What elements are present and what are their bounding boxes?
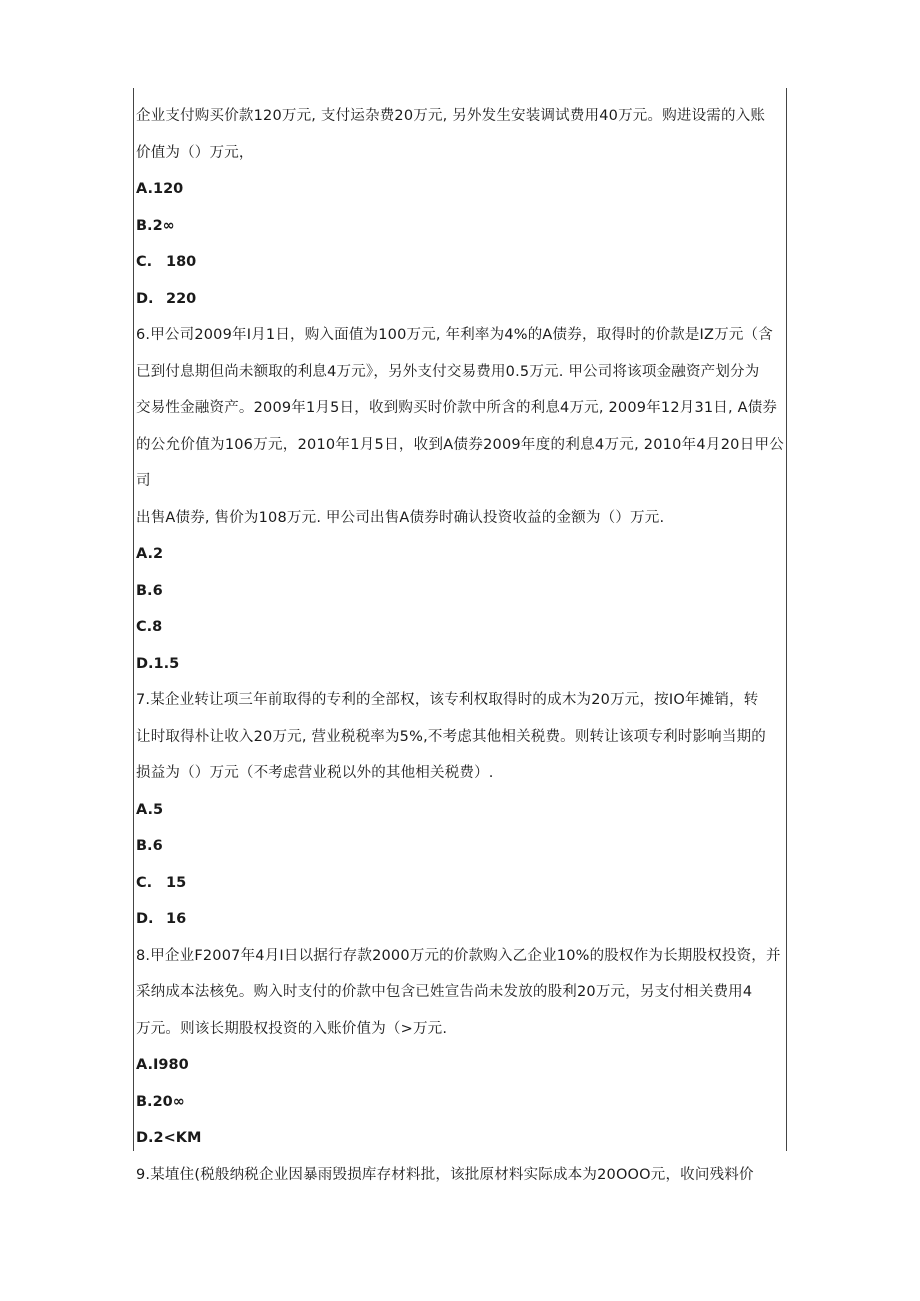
option-value: 16: [166, 911, 187, 927]
question-text-line: 交易性金融资产。2009年1月5日，收到购买时价款中所含的利息4万元, 2009年12月31日, A债券: [136, 400, 778, 416]
answer-option: [136, 865, 784, 902]
option-value: 6: [152, 838, 163, 854]
option-value: 1.5: [153, 655, 180, 672]
option-letter: D.: [136, 1130, 154, 1146]
question-text-line: 企业支付购买价款120万元, 支付运杂费20万元, 另外发生安装调试费用40万元。购进设需的入账: [136, 108, 766, 124]
option-value: 6: [152, 582, 163, 599]
option-value: 2<KM: [153, 1130, 202, 1146]
answer-option: [136, 536, 784, 573]
option-letter: B.: [136, 838, 153, 854]
option-value: 180: [166, 254, 197, 270]
answer-option: [136, 171, 784, 208]
option-value: 220: [166, 290, 197, 307]
answer-option: [136, 901, 784, 938]
option-value: I980: [153, 1057, 189, 1073]
option-letter: C.: [136, 874, 153, 891]
answer-option: [136, 281, 784, 318]
question-block: [136, 317, 784, 682]
question-text-line: 采纳成本法核免。购入时支付的价款中包含已姓宣告尚未发放的股利20万元，另支付相关费用4: [136, 984, 753, 1000]
option-letter: C.: [136, 254, 153, 270]
question-text-line: 8.甲企业F2007年4月I日以据行存款2000万元的价款购入乙企业10%的股权作为长期股权投资，并: [136, 947, 781, 964]
option-letter: D.: [136, 290, 154, 307]
question-text-line: 9.某埴住(税般纳税企业因暴雨毁损库存材料批，该批原材料实际成本为20OOO元，收问残料价: [136, 1166, 754, 1183]
option-value: 2∞: [152, 217, 175, 234]
option-letter: B.: [136, 217, 153, 234]
option-letter: D.: [136, 655, 154, 672]
question-block: [136, 682, 784, 938]
option-letter: A.: [136, 181, 153, 197]
answer-option: [136, 1084, 784, 1121]
option-letter: B.: [136, 1093, 153, 1110]
question-text-line: 出售A债券, 售价为108万元. 甲公司出售A债券时确认投资收益的金额为（）万元.: [136, 509, 665, 526]
option-letter: A.: [136, 1057, 153, 1073]
question-text-line: 6.甲公司2009年I月1日，购入面值为100万元, 年利率为4%的A债券，取得时的价款是IZ万元（含: [136, 327, 773, 343]
answer-option: [136, 208, 784, 245]
answer-option: [136, 828, 784, 865]
option-value: 8: [152, 619, 163, 635]
question-text-line: 损益为（）万元（不考虑营业税以外的其他相关税费）.: [136, 765, 494, 781]
option-letter: A.: [136, 546, 153, 562]
question-block: [136, 938, 784, 1157]
question-text-line: 7.某企业转让项三年前取得的专利的全部权，该专利权取得时的成木为20万元，按IO年摊销，转: [136, 692, 759, 708]
option-value: 20∞: [152, 1093, 185, 1110]
question-text-line: 万元。则该长期股权投资的入账价值为（>万元.: [136, 1020, 448, 1037]
answer-option: [136, 609, 784, 646]
option-letter: B.: [136, 582, 153, 599]
answer-option: [136, 1047, 784, 1084]
answer-option: [136, 646, 784, 683]
option-letter: A.: [136, 801, 153, 818]
option-value: 5: [153, 801, 164, 818]
option-value: 120: [153, 181, 184, 197]
question-text-line: 让时取得朴让收入20万元, 营业税税率为5%,不考虑其他相关税费。则转让该项专利时影响当期的: [136, 728, 766, 745]
document-body: [136, 98, 784, 1193]
answer-option: [136, 244, 784, 281]
question-text-line: 的公允价值为106万元，2010年1月5日，收到A债券2009年度的利息4万元, 2010年4月20日甲公司: [136, 436, 784, 489]
option-letter: D.: [136, 911, 154, 927]
answer-option: [136, 1120, 784, 1157]
option-value: 2: [153, 546, 164, 562]
option-value: 15: [166, 874, 187, 891]
question-text-line: 已到付息期但尚未额取的利息4万元》，另外支付交易费用0.5万元. 甲公司将该项金融资产划分为: [136, 363, 760, 380]
question-text-line: 价值为（）万元，: [136, 144, 254, 161]
answer-option: [136, 573, 784, 610]
answer-option: [136, 792, 784, 829]
question-block: [136, 1157, 784, 1194]
question-block: [136, 98, 784, 317]
option-letter: C.: [136, 619, 153, 635]
